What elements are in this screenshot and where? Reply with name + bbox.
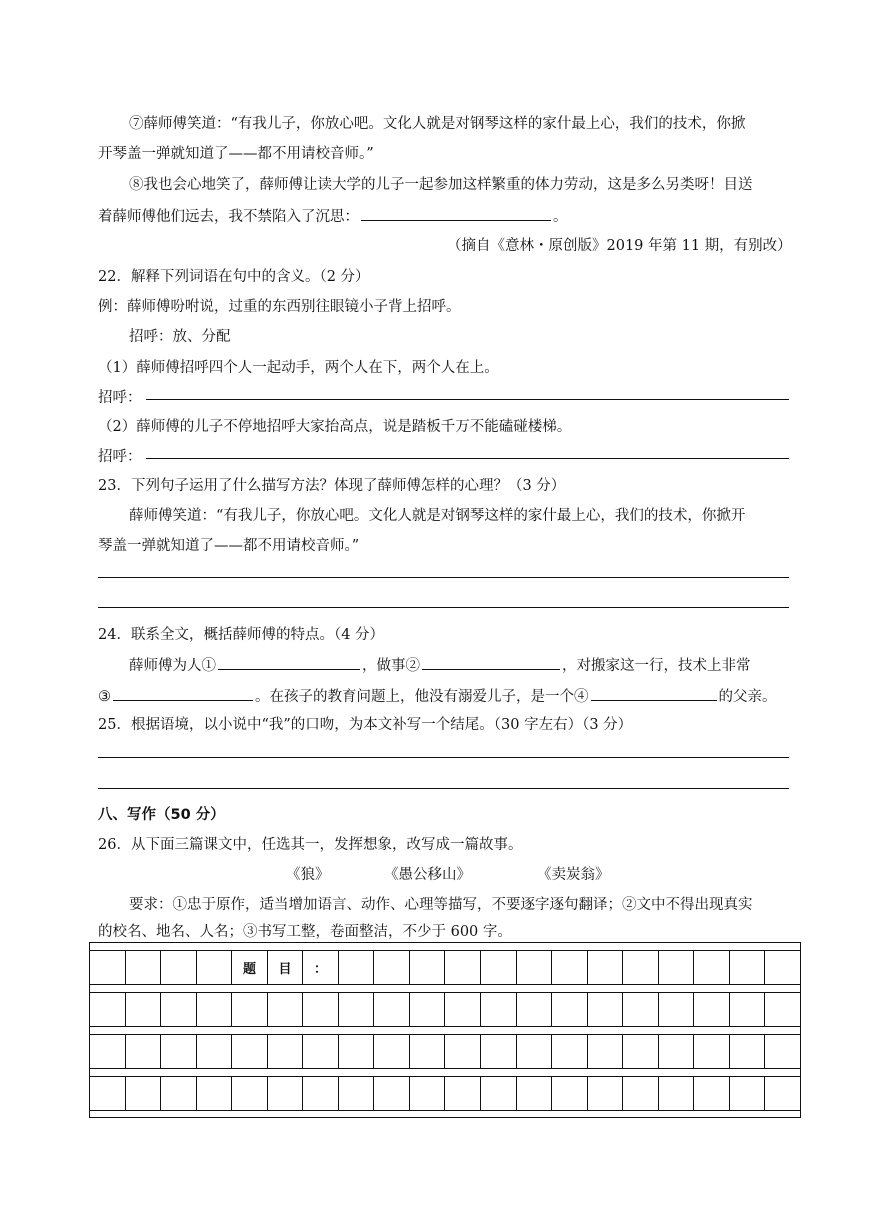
grid-cell[interactable] xyxy=(481,1035,517,1068)
paragraph-8-line-2 xyxy=(98,206,568,227)
grid-cell[interactable] xyxy=(588,1035,624,1068)
grid-cell[interactable] xyxy=(659,1077,695,1110)
question-24-text-f: 的父亲。 xyxy=(718,689,777,705)
grid-row-title xyxy=(90,950,800,985)
grid-cell[interactable] xyxy=(694,1077,730,1110)
question-24-title: 24．联系全文，概括薛师傅的特点。（4 分） xyxy=(98,627,385,643)
grid-cell[interactable] xyxy=(410,951,446,984)
grid-cell[interactable] xyxy=(268,993,304,1026)
question-22-item-2: （2）薛师傅的儿子不停地招呼大家抬高点，说是踏板千万不能磕碰楼梯。 xyxy=(98,419,572,435)
grid-cell[interactable] xyxy=(374,1077,410,1110)
grid-cell[interactable] xyxy=(161,951,197,984)
grid-cell[interactable] xyxy=(339,993,375,1026)
grid-cell[interactable] xyxy=(90,1077,126,1110)
grid-cell[interactable] xyxy=(232,1077,268,1110)
question-24-text-d: ③ xyxy=(98,689,111,705)
answer-line-22-2[interactable] xyxy=(146,458,789,459)
grid-cell[interactable] xyxy=(445,951,481,984)
grid-cell[interactable] xyxy=(765,951,800,984)
grid-cell[interactable] xyxy=(445,1077,481,1110)
question-22-title: 22．解释下列词语在句中的含义。（2 分） xyxy=(98,269,370,285)
question-24-text-e: 。在孩子的教育问题上，他没有溺爱儿子，是一个④ xyxy=(255,689,589,705)
grid-cell[interactable] xyxy=(517,993,553,1026)
grid-cell[interactable] xyxy=(694,951,730,984)
grid-cell[interactable] xyxy=(517,1077,553,1110)
answer-blank-1[interactable] xyxy=(218,655,360,670)
grid-cell[interactable] xyxy=(517,951,553,984)
answer-line-23-2[interactable] xyxy=(98,607,789,608)
question-26-title: 26．从下面三篇课文中，任选其一，发挥想象，改写成一篇故事。 xyxy=(98,837,523,853)
question-24-text-b: ，做事② xyxy=(362,658,420,674)
grid-cell[interactable] xyxy=(623,1077,659,1110)
grid-cell[interactable] xyxy=(552,993,588,1026)
grid-cell[interactable] xyxy=(659,951,695,984)
grid-row xyxy=(90,1076,800,1111)
grid-cell[interactable] xyxy=(303,1035,339,1068)
grid-cell[interactable] xyxy=(339,1035,375,1068)
grid-cell[interactable] xyxy=(232,1035,268,1068)
question-25-title: 25．根据语境，以小说中“我”的口吻，为本文补写一个结尾。（30 字左右）（3 分） xyxy=(98,717,633,733)
answer-blank-3[interactable] xyxy=(113,686,253,701)
grid-cell[interactable] xyxy=(623,1035,659,1068)
answer-blank-4[interactable] xyxy=(591,686,717,701)
grid-cell[interactable] xyxy=(517,1035,553,1068)
grid-cell[interactable] xyxy=(339,951,375,984)
answer-line-25-1[interactable] xyxy=(98,757,789,758)
question-22-example-answer: 招呼：放、分配 xyxy=(129,329,231,345)
grid-cell[interactable] xyxy=(445,993,481,1026)
answer-blank-reflection[interactable] xyxy=(361,206,551,221)
grid-cell[interactable] xyxy=(126,1077,162,1110)
text-option-2: 《愚公移山》 xyxy=(384,867,471,883)
grid-cell[interactable] xyxy=(552,1077,588,1110)
grid-cell[interactable] xyxy=(445,1035,481,1068)
grid-cell[interactable] xyxy=(659,993,695,1026)
question-24-line-1 xyxy=(129,655,751,676)
grid-cell[interactable] xyxy=(765,1077,800,1110)
grid-cell[interactable] xyxy=(588,951,624,984)
question-24-line-2 xyxy=(98,686,777,707)
grid-cell[interactable] xyxy=(694,1035,730,1068)
question-23-quote-line-1: 薛师傅笑道：“有我儿子，你放心吧。文化人就是对钢琴这样的家什最上心，我们的技术，你掀开 xyxy=(129,508,746,524)
answer-line-22-1[interactable] xyxy=(146,399,789,400)
grid-row xyxy=(90,992,800,1027)
grid-cell[interactable] xyxy=(161,993,197,1026)
grid-cell[interactable] xyxy=(410,1077,446,1110)
grid-cell[interactable] xyxy=(481,951,517,984)
grid-cell[interactable] xyxy=(552,951,588,984)
question-22-item-1-label: 招呼： xyxy=(98,390,142,406)
text-option-1: 《狼》 xyxy=(286,867,330,883)
grid-cell[interactable] xyxy=(90,1035,126,1068)
text-option-3: 《卖炭翁》 xyxy=(537,867,610,883)
grid-cell[interactable] xyxy=(410,993,446,1026)
grid-cell[interactable] xyxy=(268,1035,304,1068)
grid-cell[interactable] xyxy=(303,1077,339,1110)
grid-cell[interactable] xyxy=(161,1077,197,1110)
grid-cell[interactable] xyxy=(659,1035,695,1068)
answer-blank-2[interactable] xyxy=(422,655,560,670)
grid-cell[interactable] xyxy=(765,1035,800,1068)
grid-cell[interactable] xyxy=(765,993,800,1026)
paragraph-7-line-1: ⑦薛师傅笑道：“有我儿子，你放心吧。文化人就是对钢琴这样的家什最上心，我们的技术，你掀 xyxy=(129,116,746,132)
grid-cell[interactable] xyxy=(197,993,233,1026)
question-22-item-2-label: 招呼： xyxy=(98,449,142,465)
grid-title-char-3: ： xyxy=(303,951,339,984)
grid-cell[interactable] xyxy=(730,993,766,1026)
grid-cell[interactable] xyxy=(374,993,410,1026)
section-8-heading: 八、写作（50 分） xyxy=(98,807,225,823)
grid-cell[interactable] xyxy=(552,1035,588,1068)
question-23-title: 23．下列句子运用了什么描写方法？体现了薛师傅怎样的心理？（3 分） xyxy=(98,478,566,494)
grid-cell[interactable] xyxy=(730,951,766,984)
grid-cell[interactable] xyxy=(268,1077,304,1110)
answer-line-25-2[interactable] xyxy=(98,788,789,789)
grid-cell[interactable] xyxy=(694,993,730,1026)
question-24-text-c: ，对搬家这一行，技术上非常 xyxy=(562,658,751,674)
grid-cell[interactable] xyxy=(126,951,162,984)
grid-cell[interactable] xyxy=(374,951,410,984)
grid-cell[interactable] xyxy=(90,951,126,984)
paragraph-7-line-2: 开琴盖一弹就知道了——都不用请校音师。” xyxy=(98,146,374,162)
grid-cell[interactable] xyxy=(339,1077,375,1110)
grid-title-char-1: 题 xyxy=(232,951,268,984)
requirements-line-2: 的校名、地名、人名；③书写工整，卷面整洁，不少于 600 字。 xyxy=(98,924,512,940)
grid-cell[interactable] xyxy=(126,993,162,1026)
grid-cell[interactable] xyxy=(197,951,233,984)
grid-cell[interactable] xyxy=(126,1035,162,1068)
grid-cell[interactable] xyxy=(303,993,339,1026)
grid-cell[interactable] xyxy=(161,1035,197,1068)
paragraph-8-text: 着薛师傅他们远去，我不禁陷入了沉思： xyxy=(98,209,359,225)
grid-cell[interactable] xyxy=(730,1035,766,1068)
grid-cell[interactable] xyxy=(588,1077,624,1110)
grid-title-char-2: 目 xyxy=(268,951,304,984)
grid-cell[interactable] xyxy=(623,993,659,1026)
question-22-item-1: （1）薛师傅招呼四个人一起动手，两个人在下，两个人在上。 xyxy=(98,360,499,376)
paragraph-8-end: 。 xyxy=(553,209,568,225)
question-24-text-a: 薛师傅为人① xyxy=(129,658,216,674)
writing-grid xyxy=(89,942,801,1118)
grid-cell[interactable] xyxy=(374,1035,410,1068)
source-citation: （摘自《意林・原创版》2019 年第 11 期，有别改） xyxy=(447,238,792,254)
grid-row xyxy=(90,1034,800,1069)
requirements-line-1: 要求：①忠于原作，适当增加语言、动作、心理等描写，不要逐字逐句翻译；②文中不得出现真实 xyxy=(129,897,753,913)
grid-cell[interactable] xyxy=(197,1077,233,1110)
grid-cell[interactable] xyxy=(232,993,268,1026)
grid-cell[interactable] xyxy=(588,993,624,1026)
grid-cell[interactable] xyxy=(481,1077,517,1110)
grid-cell[interactable] xyxy=(197,1035,233,1068)
question-23-quote-line-2: 琴盖一弹就知道了——都不用请校音师。” xyxy=(98,538,360,554)
grid-cell[interactable] xyxy=(410,1035,446,1068)
paragraph-8-line-1: ⑧我也会心地笑了，薛师傅让读大学的儿子一起参加这样繁重的体力劳动，这是多么另类呀！目送 xyxy=(129,177,753,193)
grid-cell[interactable] xyxy=(481,993,517,1026)
answer-line-23-1[interactable] xyxy=(98,577,789,578)
grid-cell[interactable] xyxy=(730,1077,766,1110)
grid-cell[interactable] xyxy=(623,951,659,984)
grid-cell[interactable] xyxy=(90,993,126,1026)
question-22-example: 例：薛师傅吩咐说，过重的东西别往眼镜小子背上招呼。 xyxy=(98,299,461,315)
